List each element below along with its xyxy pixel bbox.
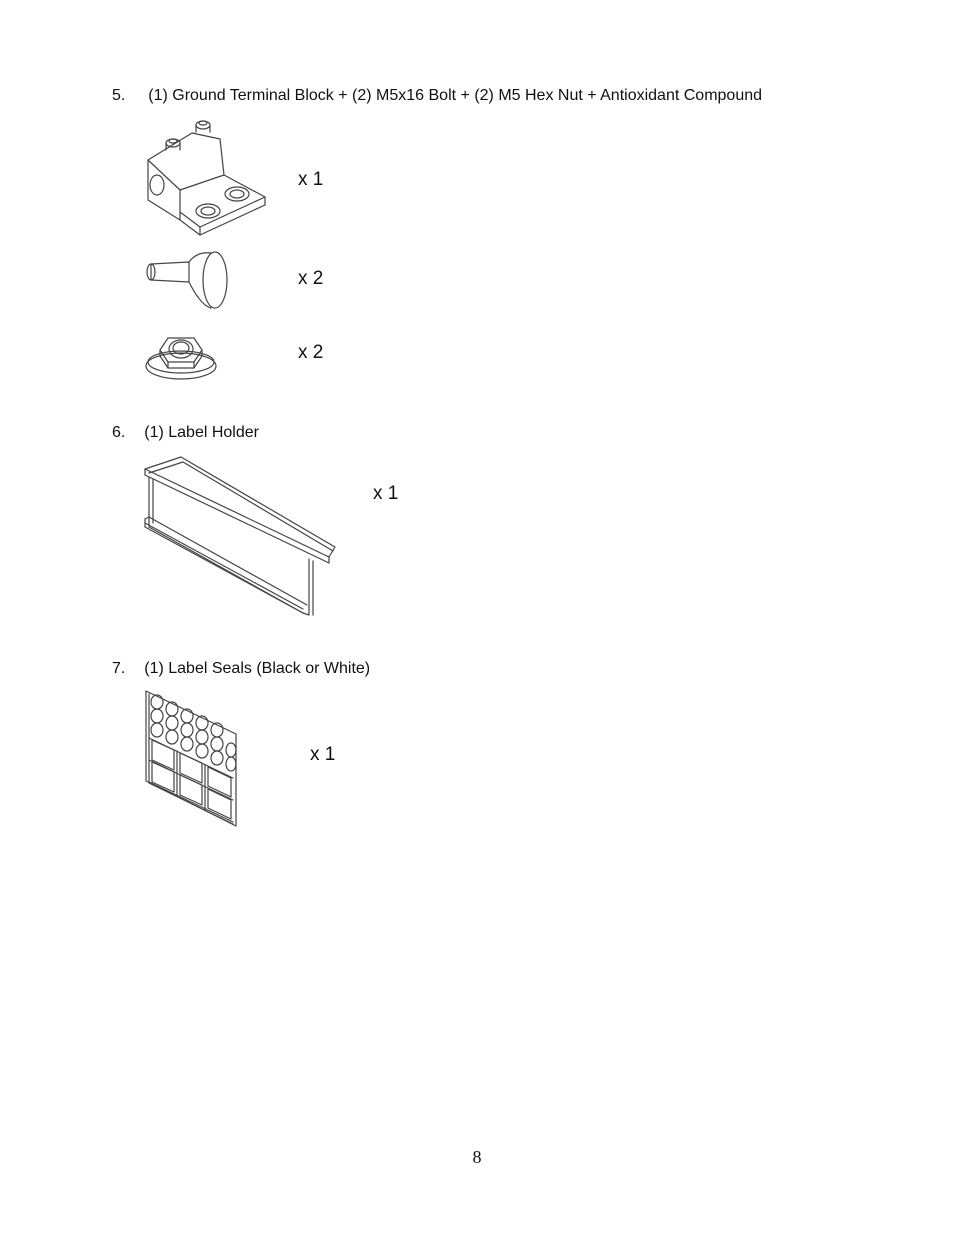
bolt-icon: [145, 250, 235, 312]
item-number: 7.: [112, 660, 126, 677]
hex-nut-icon: [144, 322, 220, 382]
label-seals-icon: [143, 688, 241, 830]
ground-terminal-block-icon: [140, 115, 270, 240]
item-7-heading: [112, 660, 370, 678]
qty-hex-nut: x 2: [298, 342, 324, 363]
item-5-heading: [112, 87, 762, 105]
qty-label-seals: x 1: [310, 744, 336, 765]
qty-bolt: x 2: [298, 268, 324, 289]
item-title: (1) Label Seals (Black or White): [144, 660, 371, 677]
label-holder-icon: [143, 455, 343, 620]
page-number: 8: [472, 1147, 482, 1167]
item-number: 5.: [112, 87, 126, 104]
item-number: 6.: [112, 424, 126, 441]
qty-ground-terminal-block: x 1: [298, 169, 324, 190]
item-6-heading: [112, 424, 259, 442]
item-title: (1) Label Holder: [144, 424, 259, 441]
qty-label-holder: x 1: [373, 483, 399, 504]
item-title: (1) Ground Terminal Block + (2) M5x16 Bolt + (2) M5 Hex Nut + Antioxidant Compound: [148, 87, 763, 104]
